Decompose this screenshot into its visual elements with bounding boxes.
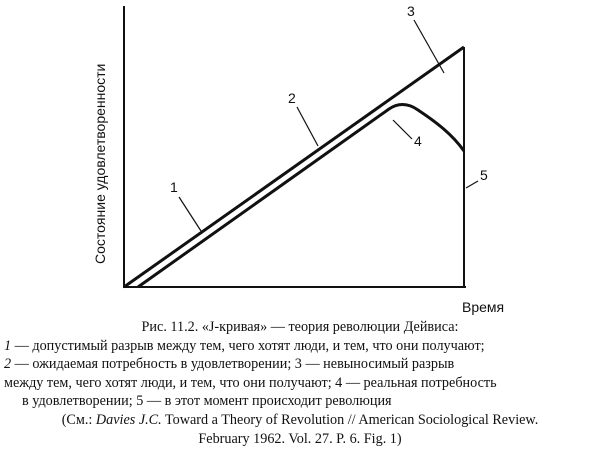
- leader-3: [414, 20, 444, 73]
- caption-num-1: 1: [4, 337, 12, 354]
- leader-1: [179, 197, 201, 231]
- source-author: Davies J.C.: [95, 411, 162, 428]
- caption-line-1: [0, 337, 600, 356]
- expected-need-line: [124, 47, 464, 287]
- leader-2: [297, 107, 318, 146]
- figure-caption: [0, 318, 600, 448]
- label-1: 1: [170, 179, 178, 195]
- caption-source: [0, 411, 600, 430]
- label-3: 3: [407, 3, 415, 19]
- label-4: 4: [414, 133, 422, 149]
- caption-line-4: в удовлетворении; 5 — в этот момент происходит революция: [22, 393, 392, 410]
- caption-line-2: [0, 355, 600, 374]
- y-axis-label: Состояние удовлетворенности: [92, 63, 108, 264]
- caption-line-3: между тем, чего хотят люди, и тем, что они получают; 4 — реальная потребность: [4, 374, 497, 391]
- leader-5: [466, 181, 478, 188]
- x-axis-label: Время: [462, 299, 505, 315]
- caption-text-1: — допустимый разрыв между тем, чего хотят люди, и тем, что они получают;: [11, 337, 485, 354]
- actual-need-curve: [138, 105, 464, 287]
- label-5: 5: [480, 167, 488, 183]
- source-rest: Toward a Theory of Revolution // American Sociological Review.: [161, 411, 539, 428]
- caption-source-2: February 1962. Vol. 27. P. 6. Fig. 1): [198, 430, 402, 447]
- leader-4: [393, 120, 412, 139]
- caption-text-2: — ожидаемая потребность в удовлетворении; 3 — невыносимый разрыв: [11, 356, 455, 373]
- label-2: 2: [288, 90, 296, 106]
- caption-num-2: 2: [4, 356, 12, 373]
- caption-title: Рис. 11.2. «J-кривая» — теория революции Дейвиса:: [141, 319, 459, 335]
- source-prefix: (См.:: [61, 411, 96, 428]
